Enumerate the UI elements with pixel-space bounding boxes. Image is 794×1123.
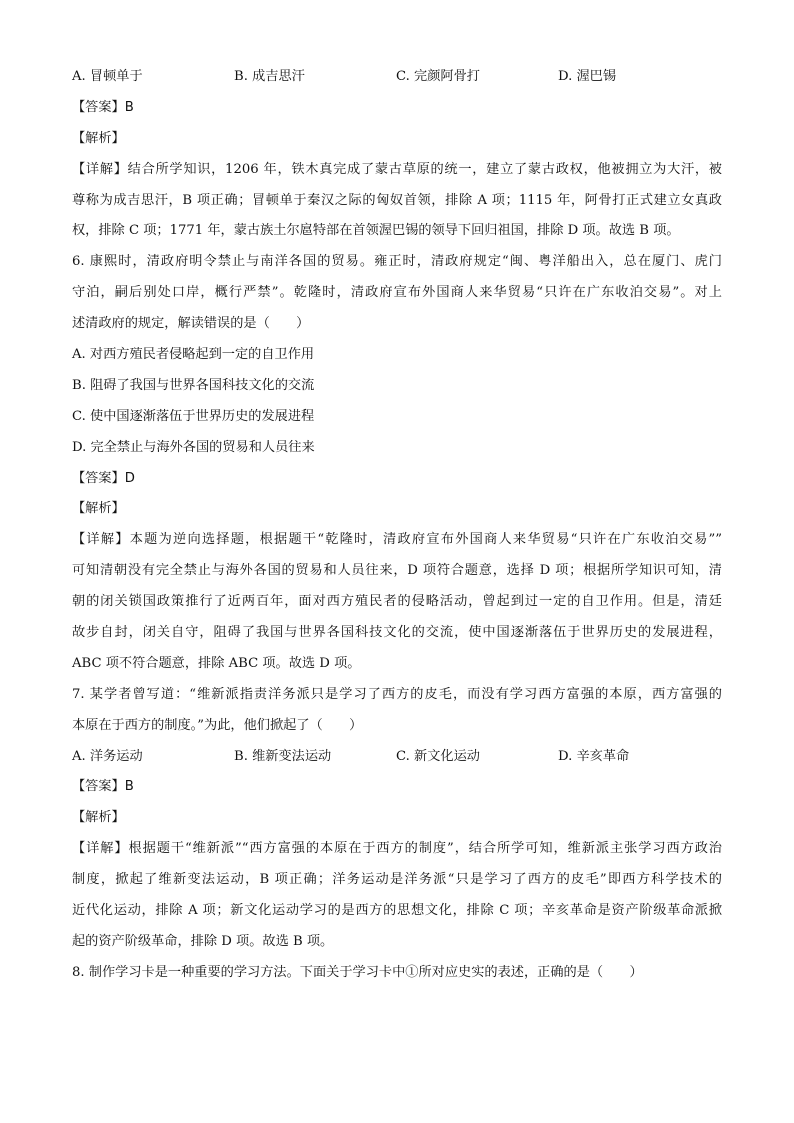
- q5-answer: 【答案】B: [72, 99, 134, 115]
- q7-option-c: C. 新文化运动: [396, 748, 480, 764]
- q7-detail-line: 【详解】根据题干“维新派”“西方富强的本原在于西方的制度”，结合所学可知，维新派主张学习西方政治: [72, 841, 722, 857]
- q5-option-d: D. 渥巴锡: [558, 69, 617, 84]
- q7-detail-line: 近代化运动，排除 A 项；新文化运动学习的是西方的思想文化，排除 C 项；辛亥革命是资产阶级革命派掀: [72, 903, 722, 919]
- q7-stem-line: 7. 某学者曾写道：“维新派指责洋务派只是学习了西方的皮毛，而没有学习西方富强的本原，西方富强的: [72, 686, 722, 702]
- q6-stem-line: 述清政府的规定，解读错误的是（ ）: [72, 316, 310, 332]
- q6-option-c: C. 使中国逐渐落伍于世界历史的发展进程: [72, 408, 315, 424]
- q6-stem-line: 6. 康熙时，清政府明令禁止与南洋各国的贸易。雍正时，清政府规定“闽、粤洋船出入，总在厦门、虎门: [72, 254, 722, 270]
- q6-analysis-label: 【解析】: [72, 501, 125, 517]
- q6-option-a: A. 对西方殖民者侵略起到一定的自卫作用: [72, 347, 315, 363]
- q6-stem-line: 守泊，嗣后别处口岸，概行严禁”。乾隆时，清政府宣布外国商人来华贸易“只许在广东收泊交易”。对上: [72, 285, 722, 301]
- q6-detail-line: 可知清朝没有完全禁止与海外各国的贸易和人员往来，D 项符合题意，选择 D 项；根据所学知识可知，清: [72, 563, 722, 579]
- document-content: [72, 62, 722, 989]
- q8-stem-line: 8. 制作学习卡是一种重要的学习方法。下面关于学习卡中①所对应史实的表述，正确的是（ ）: [72, 964, 643, 980]
- q7-stem-line: 本原在于西方的制度。”为此，他们掀起了（ ）: [72, 717, 363, 733]
- q6-option-d: D. 完全禁止与海外各国的贸易和人员往来: [72, 439, 315, 455]
- q7-detail-line: 起的资产阶级革命，排除 D 项。故选 B 项。: [72, 933, 334, 949]
- q7-answer: 【答案】B: [72, 779, 134, 795]
- q7-analysis-label: 【解析】: [72, 810, 125, 826]
- q6-answer: 【答案】D: [72, 470, 135, 486]
- q6-detail-line: ABC 项不符合题意，排除 ABC 项。故选 D 项。: [72, 655, 361, 671]
- q6-detail-line: 【详解】本题为逆向选择题，根据题干“乾隆时，清政府宣布外国商人来华贸易“只许在广东收泊交易””: [72, 532, 722, 548]
- q6-detail-line: 故步自封，闭关自守，阻碍了我国与世界各国科技文化的交流，使中国逐渐落伍于世界历史的发展进程，: [72, 625, 722, 641]
- q7-options: [72, 742, 722, 773]
- q5-option-a: A. 冒顿单于: [72, 69, 143, 84]
- q7-option-d: D. 辛亥革命: [558, 748, 630, 764]
- q7-option-a: A. 洋务运动: [72, 748, 143, 764]
- q5-detail-line: 尊称为成吉思汗，B 项正确；冒顿单于秦汉之际的匈奴首领，排除 A 项；1115 年，阿骨打正式建立女真政: [72, 192, 722, 208]
- q7-option-b: B. 维新变法运动: [234, 748, 332, 764]
- q5-detail-line: 权，排除 C 项；1771 年，蒙古族土尔扈特部在首领渥巴锡的领导下回归祖国，排除 D 项。故选 B 项。: [72, 223, 680, 239]
- q6-option-b: B. 阻碍了我国与世界各国科技文化的交流: [72, 377, 315, 393]
- q5-detail-line: 【详解】结合所学知识，1206 年，铁木真完成了蒙古草原的统一，建立了蒙古政权，他被拥立为大汗，被: [72, 161, 722, 177]
- q7-detail-line: 制度，掀起了维新变法运动，B 项正确；洋务运动是洋务派“只是学习了西方的皮毛”即西方科学技术的: [72, 872, 722, 888]
- q5-option-b: B. 成吉思汗: [234, 69, 305, 84]
- q5-analysis-label: 【解析】: [72, 130, 125, 146]
- q6-detail-line: 朝的闭关锁国政策推行了近两百年，面对西方殖民者的侵略活动，曾起到过一定的自卫作用。但是，清廷: [72, 594, 722, 610]
- q5-options: [72, 62, 722, 93]
- q5-option-c: C. 完颜阿骨打: [396, 69, 480, 84]
